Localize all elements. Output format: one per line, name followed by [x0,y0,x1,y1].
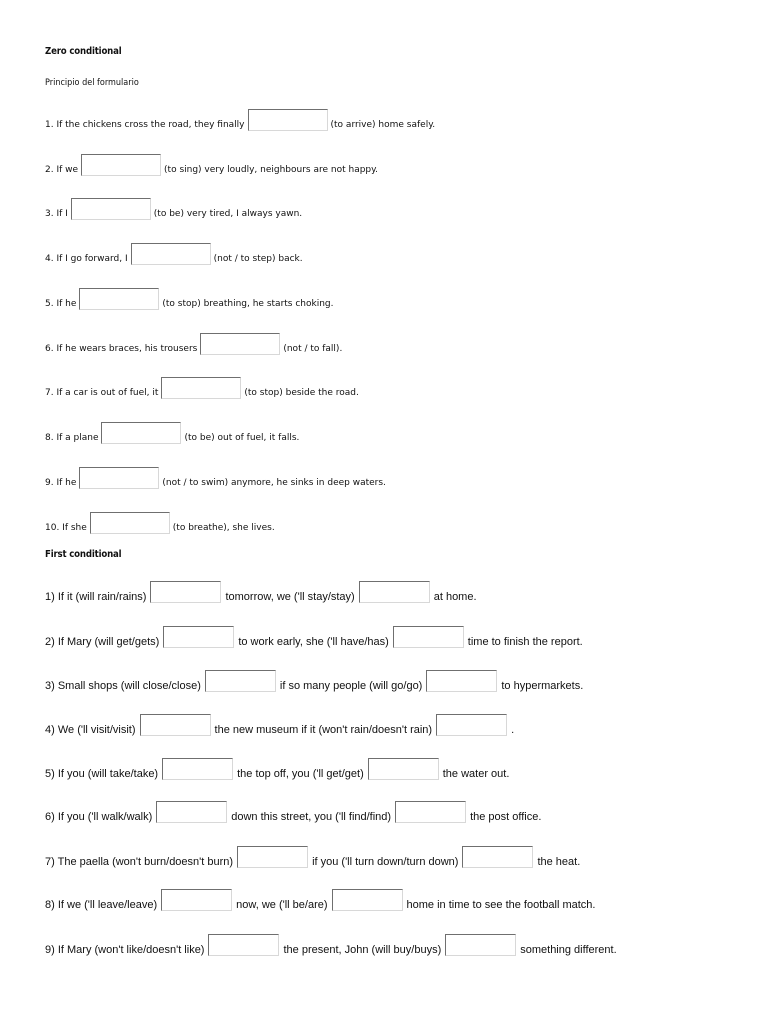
prompt-text: 8) If we ('ll leave/leave) [45,899,158,911]
prompt-text: the present, John (will buy/buys) [283,944,442,956]
prompt-text: 6. If he wears braces, his trousers [45,344,198,354]
hint-text: (to arrive) home safely. [330,120,436,130]
answer-field[interactable] [368,758,439,780]
answer-field[interactable] [79,467,159,489]
exercise-row [45,150,378,176]
prompt-text: if so many people (will go/go) [279,680,423,692]
answer-field[interactable] [79,288,159,310]
prompt-text: 9) If Mary (won't like/doesn't like) [45,944,205,956]
exercise-row [45,239,303,265]
answer-field[interactable] [150,581,221,603]
answer-field[interactable] [332,889,403,911]
answer-field[interactable] [445,934,516,956]
prompt-text: 6) If you ('ll walk/walk) [45,811,153,823]
prompt-text: 4) We ('ll visit/visit) [45,724,136,736]
prompt-text: time to finish the report. [467,636,583,648]
prompt-text: 3. If I [45,209,68,219]
answer-field[interactable] [81,154,161,176]
answer-field[interactable] [436,714,507,736]
exercise-row [45,105,435,131]
prompt-text: 4. If I go forward, I [45,254,128,264]
exercise-row [45,666,583,692]
form-start-note: Principio del formulario [45,78,139,88]
exercise-row [45,373,359,399]
answer-field[interactable] [393,626,464,648]
prompt-text: the water out. [442,768,510,780]
answer-field[interactable] [248,109,328,131]
answer-field[interactable] [156,801,227,823]
prompt-text: down this street, you ('ll find/find) [231,811,392,823]
prompt-text: 7) The paella (won't burn/doesn't burn) [45,856,234,868]
prompt-text: the top off, you ('ll get/get) [237,768,364,780]
exercise-row [45,710,514,736]
prompt-text: 2. If we [45,165,79,175]
hint-text: (to stop) breathing, he starts choking. [162,299,334,309]
answer-field[interactable] [359,581,430,603]
answer-field[interactable] [71,198,151,220]
prompt-text: 1) If it (will rain/rains) [45,591,147,603]
prompt-text: 1. If the chickens cross the road, they finally [45,120,245,130]
hint-text: (not / to step) back. [213,254,303,264]
hint-text: (to be) very tired, I always yawn. [153,209,303,219]
answer-field[interactable] [161,889,232,911]
prompt-text: 7. If a car is out of fuel, it [45,388,159,398]
prompt-text: the new museum if it (won't rain/doesn't rain) [214,724,433,736]
answer-field[interactable] [395,801,466,823]
prompt-text: 8. If a plane [45,433,99,443]
exercise-row [45,194,302,220]
answer-field[interactable] [140,714,211,736]
hint-text: (not / to fall). [283,344,343,354]
answer-field[interactable] [462,846,533,868]
prompt-text: 3) Small shops (will close/close) [45,680,201,692]
answer-field[interactable] [208,934,279,956]
prompt-text: to work early, she ('ll have/has) [238,636,389,648]
exercise-row [45,754,509,780]
prompt-text: now, we ('ll be/are) [236,899,328,911]
exercise-row [45,885,595,911]
exercise-row [45,577,477,603]
exercise-row [45,930,617,956]
exercise-row [45,329,342,355]
prompt-text: if you ('ll turn down/turn down) [312,856,459,868]
answer-field[interactable] [90,512,170,534]
answer-field[interactable] [426,670,497,692]
prompt-text: to hypermarkets. [501,680,584,692]
answer-field[interactable] [200,333,280,355]
prompt-text: the post office. [470,811,542,823]
answer-field[interactable] [162,758,233,780]
prompt-text: home in time to see the football match. [406,899,596,911]
answer-field[interactable] [163,626,234,648]
answer-field[interactable] [237,846,308,868]
answer-field[interactable] [131,243,211,265]
prompt-text: something different. [520,944,617,956]
hint-text: (not / to swim) anymore, he sinks in deep waters. [162,478,386,488]
prompt-text: tomorrow, we ('ll stay/stay) [225,591,355,603]
prompt-text: at home. [433,591,477,603]
exercise-row [45,463,386,489]
hint-text: (to breathe), she lives. [172,523,275,533]
exercise-row [45,418,299,444]
hint-text: (to sing) very loudly, neighbours are not happy. [164,165,379,175]
section-title-first: First conditional [45,549,122,560]
answer-field[interactable] [205,670,276,692]
prompt-text: 5. If he [45,299,77,309]
exercise-row [45,797,541,823]
hint-text: (to be) out of fuel, it falls. [184,433,300,443]
answer-field[interactable] [101,422,181,444]
exercise-row [45,622,583,648]
prompt-text: 2) If Mary (will get/gets) [45,636,160,648]
section-title-zero: Zero conditional [45,46,122,57]
prompt-text: 5) If you (will take/take) [45,768,159,780]
prompt-text: 9. If he [45,478,77,488]
prompt-text: . [511,724,515,736]
hint-text: (to stop) beside the road. [244,388,359,398]
exercise-row [45,508,275,534]
exercise-row [45,284,334,310]
exercise-row [45,842,580,868]
prompt-text: 10. If she [45,523,87,533]
answer-field[interactable] [161,377,241,399]
prompt-text: the heat. [537,856,581,868]
